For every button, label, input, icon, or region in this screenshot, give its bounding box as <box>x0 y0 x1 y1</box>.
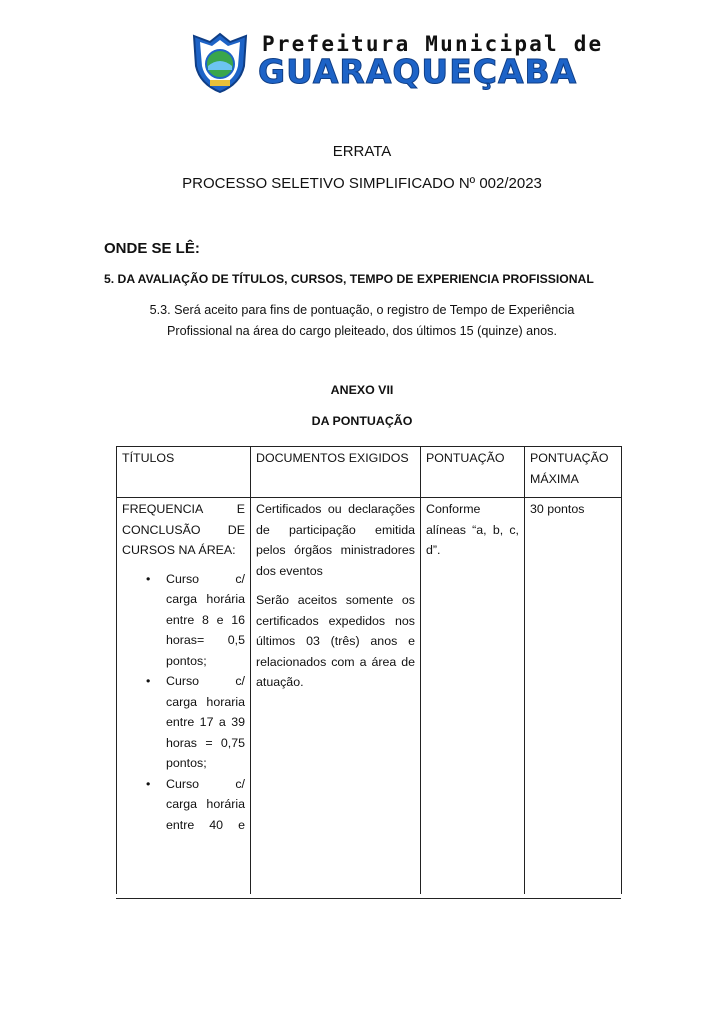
documentos-paragraph-1: Certificados ou declarações de participação emitida pelos órgãos ministradores dos eventos <box>256 502 415 578</box>
header-documentos: DOCUMENTOS EXIGIDOS <box>251 447 421 498</box>
titulos-intro: FREQUENCIA E CONCLUSÃO DE CURSOS NA ÁREA: <box>122 502 245 557</box>
cell-pontuacao-maxima <box>525 498 622 895</box>
processo-title: PROCESSO SELETIVO SIMPLIFICADO Nº 002/2023 <box>182 175 542 192</box>
item-5-3 <box>0 300 724 342</box>
table-row <box>117 498 622 895</box>
onde-se-le-heading: ONDE SE LÊ: <box>104 240 200 257</box>
header-pontuacao: PONTUAÇÃO <box>421 447 525 498</box>
header-titulos: TÍTULOS <box>117 447 251 498</box>
cell-titulos <box>117 498 251 895</box>
errata-title: ERRATA <box>332 143 392 160</box>
titulos-bullet-list <box>122 569 245 836</box>
section-5-title: 5. DA AVALIAÇÃO DE TÍTULOS, CURSOS, TEMPO DE EXPERIENCIA PROFISSIONAL <box>104 272 594 286</box>
anexo-heading: ANEXO VII <box>330 383 394 397</box>
pontuacao-table <box>116 446 622 894</box>
documentos-paragraph-2: Serão aceitos somente os certificados expedidos nos últimos 03 (três) anos e relacionados com a área de atuação. <box>256 593 415 689</box>
logo-title-line2: GUARAQUEÇABA <box>258 52 578 91</box>
logo-title-line1: Prefeitura Municipal de <box>262 32 604 56</box>
header-pontuacao-maxima: PONTUAÇÃO MÁXIMA <box>525 447 622 498</box>
table-header-row <box>117 447 622 498</box>
pontuacao-maxima-text: 30 pontos <box>530 502 585 516</box>
list-item: • Curso c/ carga horária entre 40 e <box>166 774 245 836</box>
cell-pontuacao <box>421 498 525 895</box>
prefeitura-logo <box>188 30 604 96</box>
item-5-3-line1: 5.3. Será aceito para fins de pontuação, o registro de Tempo de Experiência <box>149 303 575 317</box>
municipal-crest-icon <box>188 30 252 94</box>
cell-documentos <box>251 498 421 895</box>
pontuacao-text: Conforme alíneas “a, b, c, d”. <box>426 502 519 557</box>
list-item: • Curso c/ carga horaria entre 17 a 39 horas = 0,75 pontos; <box>166 671 245 774</box>
item-5-3-line2: Profissional na área do cargo pleiteado, dos últimos 15 (quinze) anos. <box>167 324 557 338</box>
list-item: • Curso c/ carga horária entre 8 e 16 horas= 0,5 pontos; <box>166 569 245 672</box>
pontuacao-heading: DA PONTUAÇÃO <box>311 414 413 428</box>
table-bottom-border <box>116 898 621 899</box>
